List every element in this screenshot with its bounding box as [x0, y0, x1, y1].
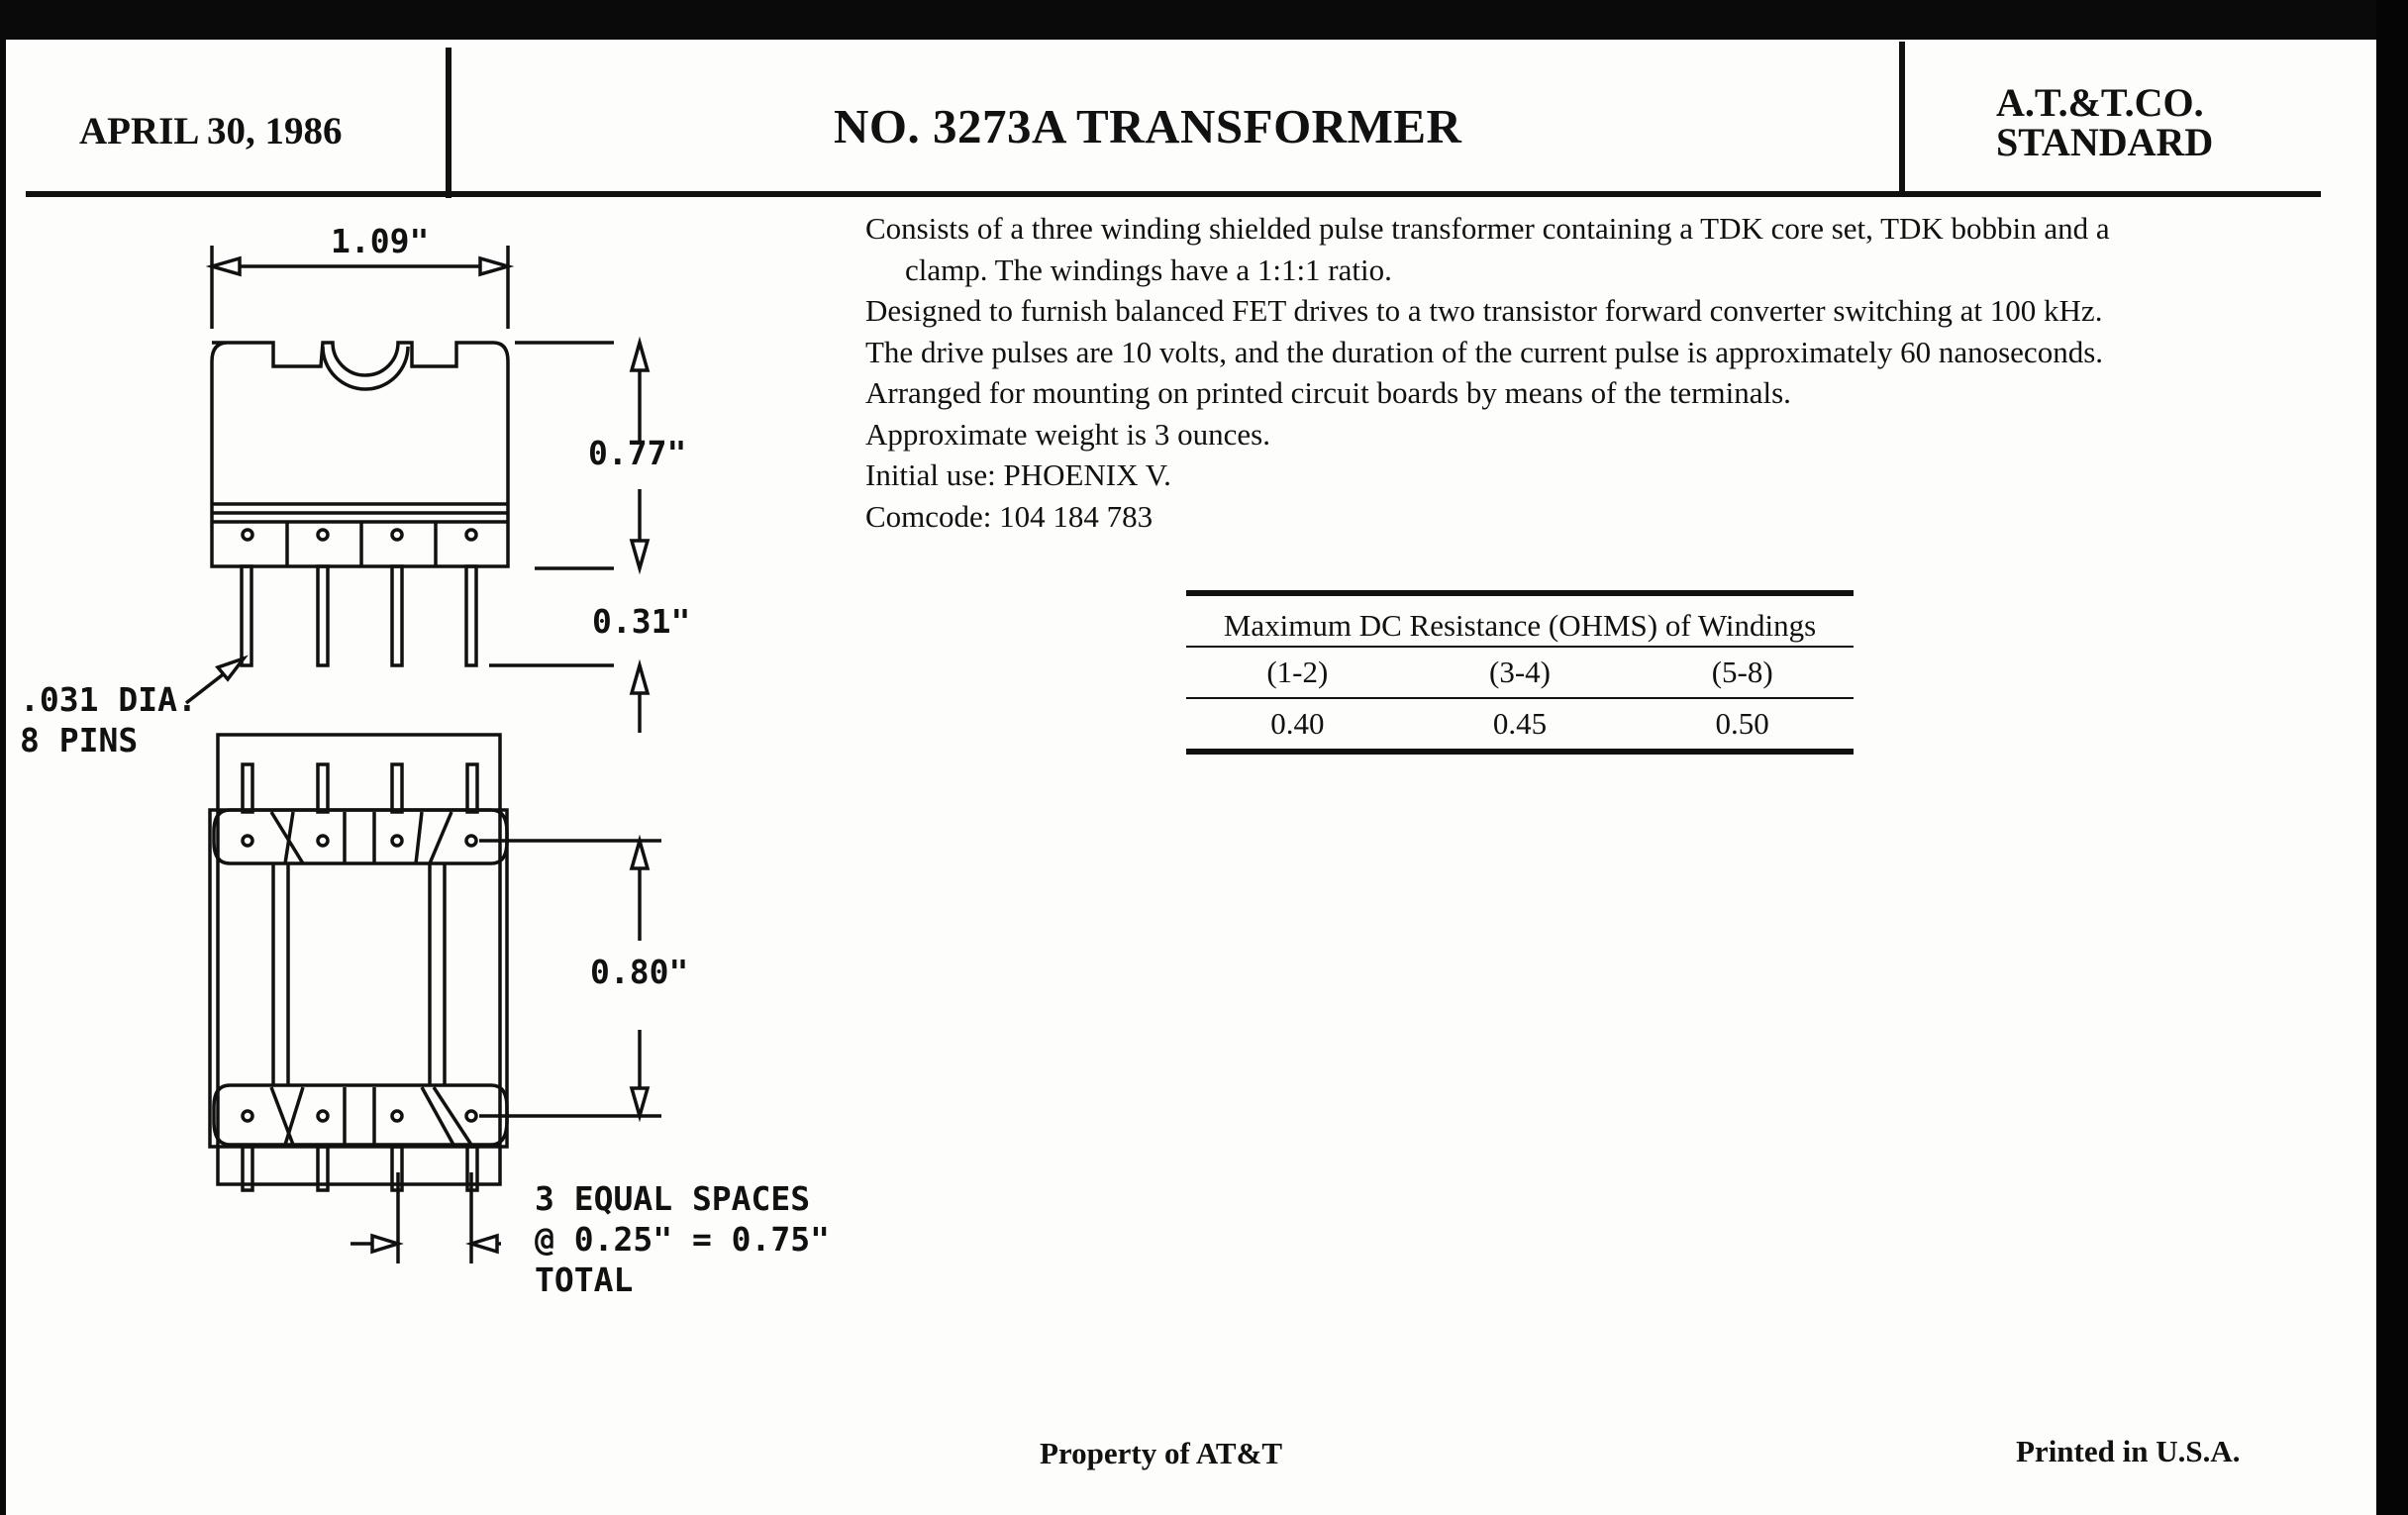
standard-label-line-2: STANDARD [1996, 120, 2214, 164]
table-header-row [1186, 648, 1854, 697]
description-line-1a: Consists of a three winding shielded pulse transformer containing a TDK core set, TDK bobbin and a [865, 211, 2110, 246]
width-dimension: 1.09" [331, 222, 430, 260]
pin-diameter-note: .031 DIA. [20, 680, 197, 719]
body-height-dimension: 0.77" [588, 434, 687, 472]
spacing-note-line-2: @ 0.25" = 0.75" [535, 1220, 831, 1259]
pin-note [20, 679, 197, 760]
description-line-4: Arranged for mounting on printed circuit boards by means of the terminals. [865, 375, 1791, 410]
description [865, 208, 2301, 537]
scan-border [2376, 0, 2408, 1515]
description-line-2: Designed to furnish balanced FET drives to a two transistor forward converter switching at 100 kHz. [865, 293, 2103, 328]
description-line-6: Initial use: PHOENIX V. [865, 457, 1171, 492]
spacing-note [535, 1178, 830, 1300]
sheet-date: APRIL 30, 1986 [79, 110, 343, 152]
table-cell: 0.45 [1492, 706, 1548, 741]
table-header-cell: (5-8) [1711, 655, 1773, 689]
standard-label-line-1: A.T.&T.CO. [1996, 80, 2204, 125]
standard-label [1996, 80, 2214, 164]
resistance-table [1186, 590, 1854, 755]
description-line-7: Comcode: 104 184 783 [865, 498, 1154, 534]
description-line-1b: clamp. The windings have a 1:1:1 ratio. [905, 252, 1392, 287]
specification-sheet [6, 40, 2376, 1515]
pin-row-spacing-dimension: 0.80" [590, 953, 689, 991]
pin-length-dimension: 0.31" [592, 602, 691, 641]
side-view [186, 246, 648, 733]
table-caption: Maximum DC Resistance (OHMS) of Windings [1223, 608, 1817, 643]
table-cell: 0.40 [1270, 706, 1325, 741]
table-cell: 0.50 [1715, 706, 1769, 741]
spacing-note-line-1: 3 EQUAL SPACES [535, 1179, 811, 1218]
description-line-3: The drive pulses are 10 volts, and the duration of the current pulse is approximately 60 nanoseconds. [865, 334, 2104, 369]
pin-count-note: 8 PINS [20, 721, 139, 759]
printed-notice: Printed in U.S.A. [2016, 1434, 2241, 1468]
table-row [1186, 699, 1854, 749]
description-line-1 [865, 208, 2301, 290]
table-header-cell: (1-2) [1266, 655, 1329, 689]
spacing-note-line-3: TOTAL [535, 1261, 634, 1299]
description-line-5: Approximate weight is 3 ounces. [865, 416, 1270, 452]
property-notice: Property of AT&T [1040, 1436, 1283, 1470]
sheet-title: NO. 3273A TRANSFORMER [834, 99, 1462, 153]
table-header-cell: (3-4) [1489, 655, 1551, 689]
